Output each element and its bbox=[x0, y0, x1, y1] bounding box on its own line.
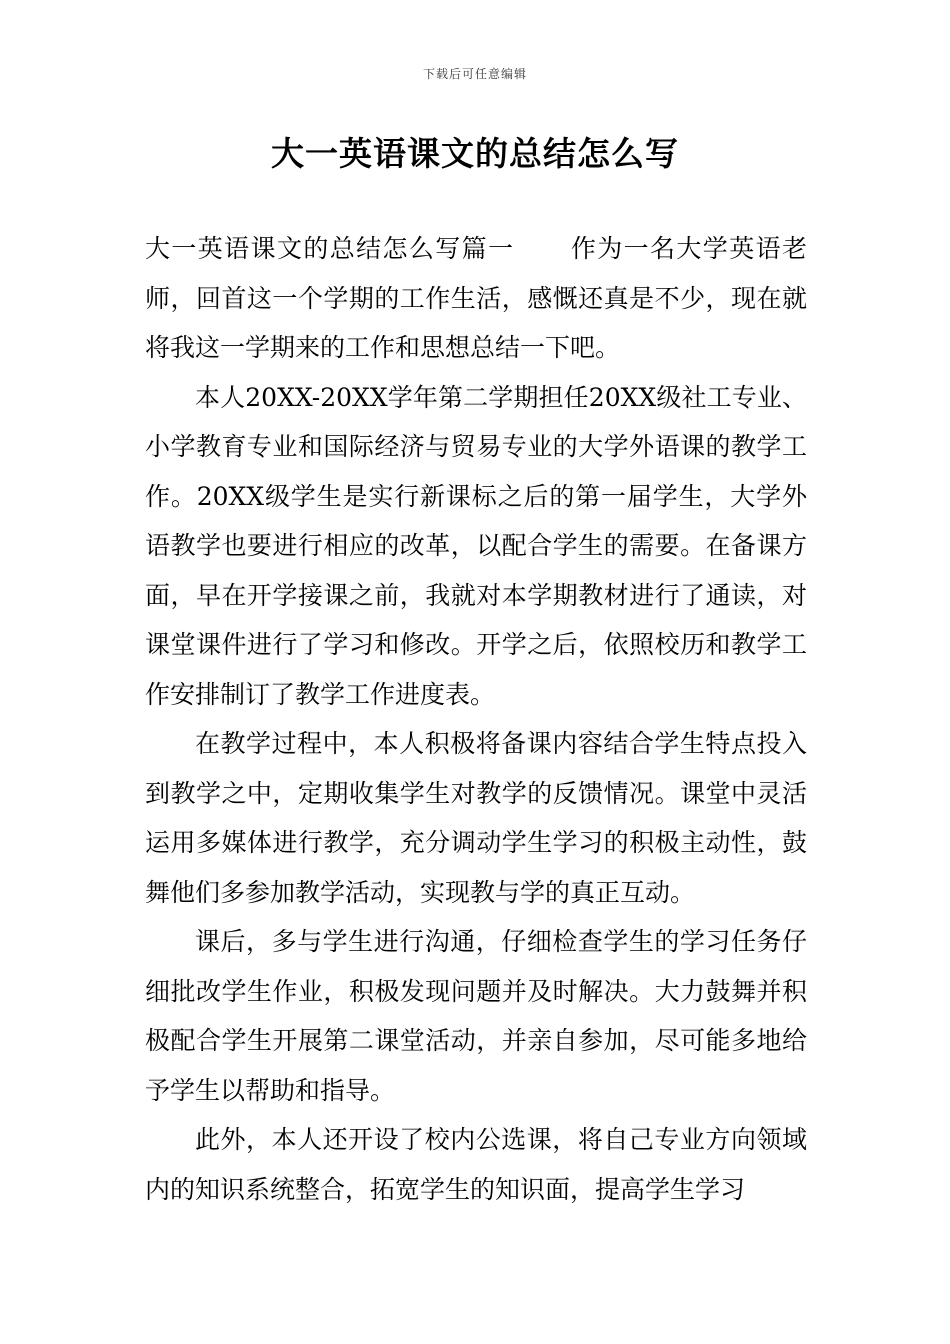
document-body bbox=[145, 224, 807, 1214]
intro-text: 作为一名大学英语老师，回首这一个学期的工作生活，感慨还真是不少，现在就将我这一学期来的工作和思想总结一下吧。 bbox=[145, 234, 807, 362]
section-heading: 大一英语课文的总结怎么写篇一 bbox=[145, 234, 515, 263]
page-title: 大一英语课文的总结怎么写 bbox=[271, 134, 679, 173]
intro-paragraph bbox=[145, 224, 807, 373]
body-paragraph: 在教学过程中，本人积极将备课内容结合学生特点投入到教学之中，定期收集学生对教学的反馈情况。课堂中灵活运用多媒体进行教学，充分调动学生学习的积极主动性，鼓舞他们多参加教学活动，实现教与学的真正互动。 bbox=[145, 729, 807, 907]
body-paragraph: 此外，本人还开设了校内公选课，将自己专业方向领域内的知识系统整合，拓宽学生的知识面，提高学生学习 bbox=[145, 1125, 807, 1204]
body-paragraph: 本人20XX-20XX学年第二学期担任20XX级社工专业、小学教育专业和国际经济与贸易专业的大学外语课的教学工作。20XX级学生是实行新课标之后的第一届学生，大学外语教学也要进行相应的改革，以配合学生的需要。在备课方面，早在开学接课之前，我就对本学期教材进行了通读，对课堂课件进行了学习和修改。开学之后，依照校历和教学工作安排制订了教学工作进度表。 bbox=[145, 382, 807, 709]
body-paragraph: 课后，多与学生进行沟通，仔细检查学生的学习任务仔细批改学生作业，积极发现问题并及时解决。大力鼓舞并积极配合学生开展第二课堂活动，并亲自参加，尽可能多地给予学生以帮助和指导。 bbox=[145, 927, 807, 1105]
header-note: 下载后可任意编辑 bbox=[422, 67, 527, 81]
